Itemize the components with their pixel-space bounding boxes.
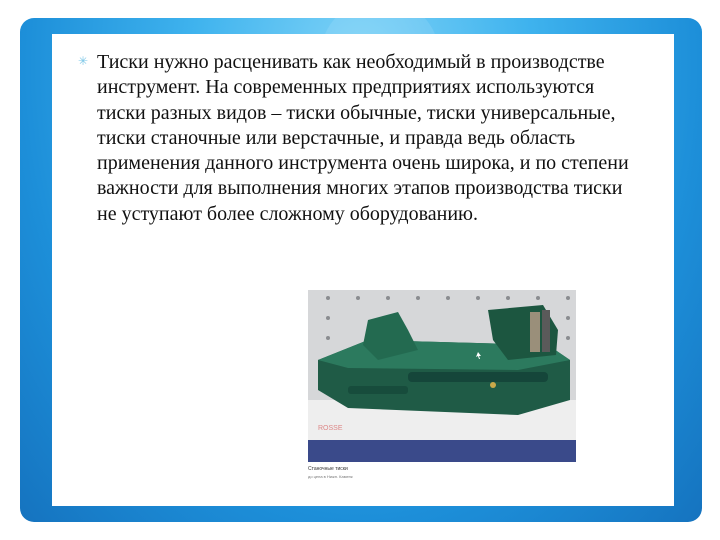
svg-text:ROSSE: ROSSE [318,425,343,432]
photo-caption: Станочные тиски [308,466,348,472]
vise-photo [308,290,576,462]
star-snowflake-bullet-icon: ✳ [78,54,89,68]
slide-paragraph: Тиски нужно расценивать как необходимый в производстве инструмент. На современных предприятиях используются тиски разных видов – тиски обычные, тиски универсальные, тиски станочные или верстачные, и правда ведь область применения данного инструмента очень широка, и по степени важности для выполнения многих этапов производства тиски не уступают более сложному оборудованию. [97,51,629,225]
photo-subcaption: до цена в Нижн. Каменк [308,474,353,479]
